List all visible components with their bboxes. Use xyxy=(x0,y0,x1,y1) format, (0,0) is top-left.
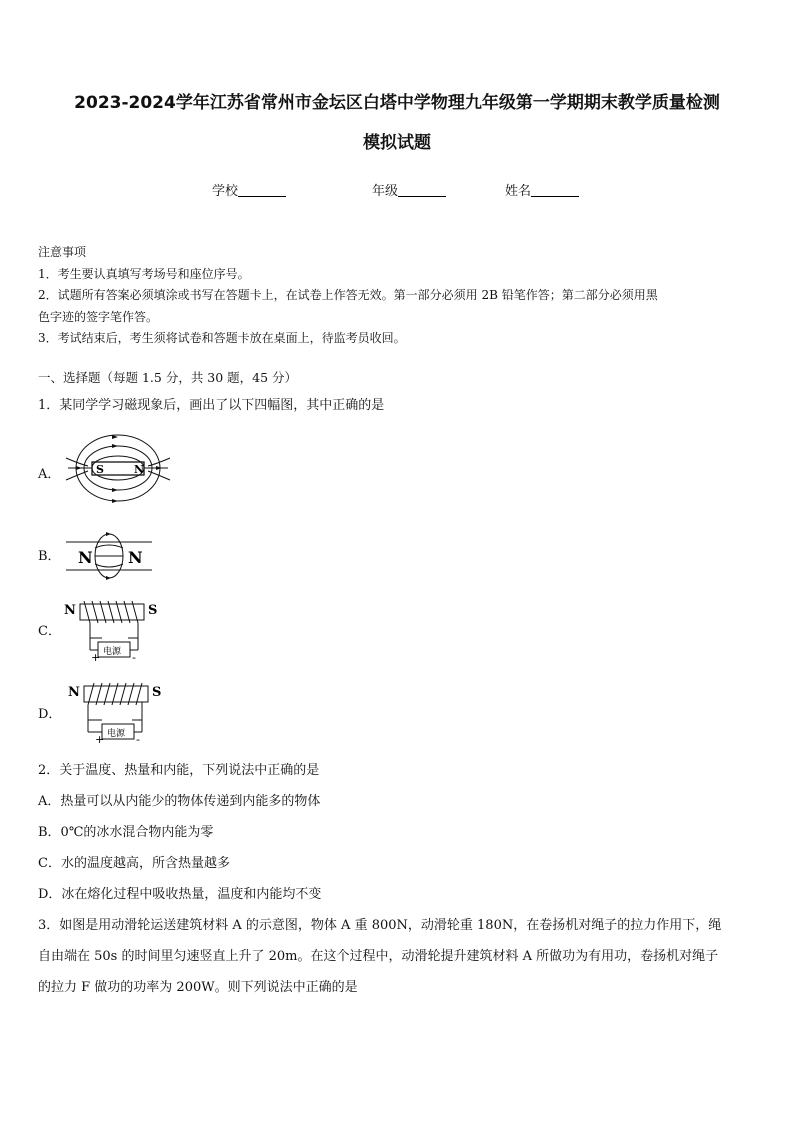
grade-label: 年级 xyxy=(372,184,399,199)
figure-d-right-pole: S xyxy=(152,685,162,700)
figure-c-left-pole: N xyxy=(64,603,76,618)
figure-a-right-pole: N xyxy=(134,463,145,476)
q1-option-b[interactable]: B． xyxy=(38,549,61,564)
q3-stem-line: 自由端在 50s 的时间里匀速竖直上升了 20m。在这个过程中，动滑轮提升建筑材料 A 所做功为有用功，卷扬机对绳子 xyxy=(38,949,719,964)
figure-d-plus: + xyxy=(95,733,105,746)
figure-a-bar-magnet xyxy=(62,428,174,506)
q2-stem: 2．关于温度、热量和内能，下列说法中正确的是 xyxy=(38,763,320,778)
name-blank[interactable] xyxy=(531,184,579,197)
name-field xyxy=(505,180,579,199)
notice-item: 3．考试结束后，考生须将试卷和答题卡放在桌面上，待监考员收回。 xyxy=(38,331,406,345)
figure-c-power-source: 电源 xyxy=(103,647,122,657)
figure-d-solenoid xyxy=(66,680,166,746)
name-label: 姓名 xyxy=(505,184,532,199)
q2-option-c[interactable]: C．水的温度越高，所含热量越多 xyxy=(38,856,230,871)
q1-option-a[interactable]: A． xyxy=(38,467,61,482)
q2-option-d[interactable]: D．冰在熔化过程中吸收热量，温度和内能均不变 xyxy=(38,887,322,902)
school-label: 学校 xyxy=(212,184,239,199)
notice-block xyxy=(38,242,758,350)
figure-c-solenoid xyxy=(62,598,162,664)
q2-option-a[interactable]: A．热量可以从内能少的物体传递到内能多的物体 xyxy=(38,794,321,809)
q1-option-c[interactable]: C． xyxy=(38,624,61,639)
q2-option-b[interactable]: B．0℃的冰水混合物内能为零 xyxy=(38,825,214,840)
figure-b-right-pole: N xyxy=(128,548,143,567)
school-blank[interactable] xyxy=(238,184,286,197)
figure-b-two-magnets xyxy=(64,528,154,580)
page-title-line1: 2023-2024学年江苏省常州市金坛区白塔中学物理九年级第一学期期末教学质量检测 xyxy=(74,93,720,113)
q3-stem-line: 的拉力 F 做功的功率为 200W。则下列说法中正确的是 xyxy=(38,980,358,995)
figure-d-left-pole: N xyxy=(68,685,80,700)
figure-d-power-source: 电源 xyxy=(107,729,126,739)
figure-a-left-pole: S xyxy=(96,463,104,476)
page-title-line2: 模拟试题 xyxy=(363,133,431,153)
figure-c-right-pole: S xyxy=(148,603,158,618)
figure-c-plus: + xyxy=(91,651,101,664)
figure-d-minus: - xyxy=(136,733,140,746)
grade-field xyxy=(372,180,446,199)
notice-heading: 注意事项 xyxy=(38,245,87,259)
school-field xyxy=(212,180,286,199)
q1-option-d[interactable]: D． xyxy=(38,707,62,722)
figure-b-left-pole: N xyxy=(78,548,93,567)
notice-item: 2．试题所有答案必须填涂或书写在答题卡上，在试卷上作答无效。第一部分必须用 2B 铅笔作答；第二部分必须用黑 xyxy=(38,288,658,302)
section-heading: 一、选择题（每题 1.5 分，共 30 题，45 分） xyxy=(38,370,298,385)
figure-c-minus: - xyxy=(132,651,136,664)
grade-blank[interactable] xyxy=(398,184,446,197)
notice-item: 1．考生要认真填写考场号和座位序号。 xyxy=(38,266,250,281)
q1-stem: 1．某同学学习磁现象后，画出了以下四幅图，其中正确的是 xyxy=(38,398,385,413)
notice-item: 色字迹的签字笔作答。 xyxy=(38,309,159,324)
q3-stem-line: 3．如图是用动滑轮运送建筑材料 A 的示意图，物体 A 重 800N，动滑轮重 180N，在卷扬机对绳子的拉力作用下，绳 xyxy=(38,918,722,933)
